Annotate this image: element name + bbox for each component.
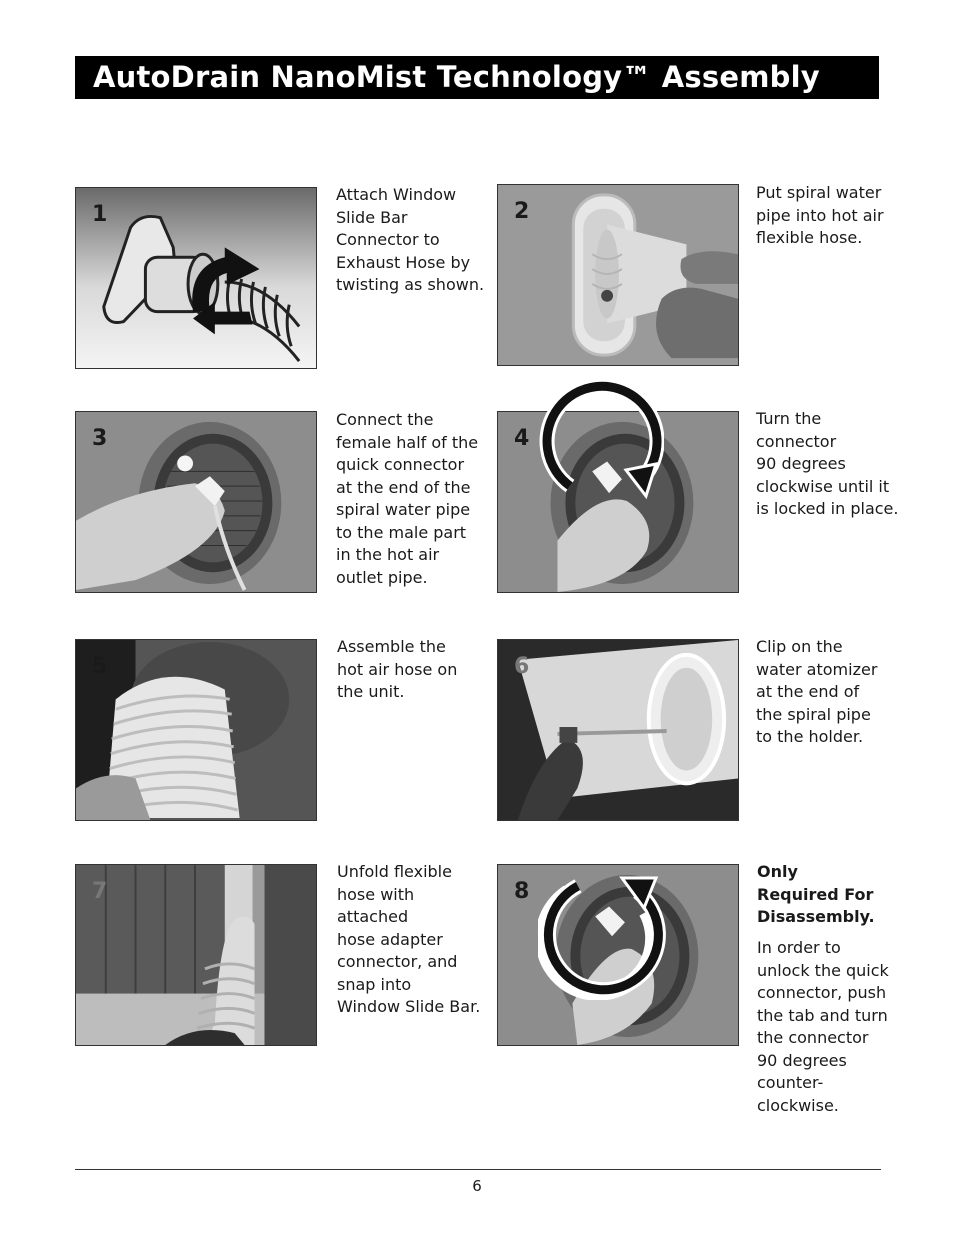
clockwise-arrow-icon: [538, 378, 664, 508]
step-5-number: 5: [92, 654, 108, 679]
step-5-photo: [75, 639, 317, 821]
step-8-text: In order to unlock the quick connector, push the tab and turn the connector 90 degrees counter- clockwise.: [757, 938, 889, 1115]
counterclockwise-arrow-icon: [538, 872, 672, 1000]
step-1-text: Attach Window Slide Bar Connector to Exhaust Hose by twisting as shown.: [336, 185, 485, 294]
step-7-number: 7: [92, 879, 108, 904]
step-1-number: 1: [92, 202, 108, 227]
step-6-text: Clip on the water atomizer at the end of the spiral pipe to the holder.: [756, 637, 878, 746]
step-2-photo: [497, 184, 739, 366]
page-number: 6: [472, 1177, 482, 1195]
step-3-text: Connect the female half of the quick connector at the end of the spiral water pipe to the male part in the hot air outlet pipe.: [336, 410, 479, 587]
step-5-text: Assemble the hot air hose on the unit.: [337, 637, 458, 701]
step-6-photo: [497, 639, 739, 821]
step-3-photo: [75, 411, 317, 593]
step-8-number: 8: [514, 879, 530, 904]
step-4-text: Turn the connector 90 degrees clockwise until it is locked in place.: [756, 409, 899, 518]
footer-divider: [75, 1169, 881, 1170]
step-7-photo: [75, 864, 317, 1046]
step-8-heading: Only Required For Disassembly.: [757, 862, 875, 926]
step-4-number: 4: [514, 426, 530, 451]
step-3-number: 3: [92, 426, 108, 451]
page-title: AutoDrain NanoMist Technology™ Assembly: [75, 56, 879, 99]
step-2-text: Put spiral water pipe into hot air flexible hose.: [756, 183, 884, 247]
step-6-number: 6: [514, 654, 530, 679]
step-1-illustration: [75, 187, 317, 369]
step-7-text: Unfold flexible hose with attached hose adapter connector, and snap into Window Slide Bar.: [337, 862, 481, 1016]
step-2-number: 2: [514, 199, 530, 224]
